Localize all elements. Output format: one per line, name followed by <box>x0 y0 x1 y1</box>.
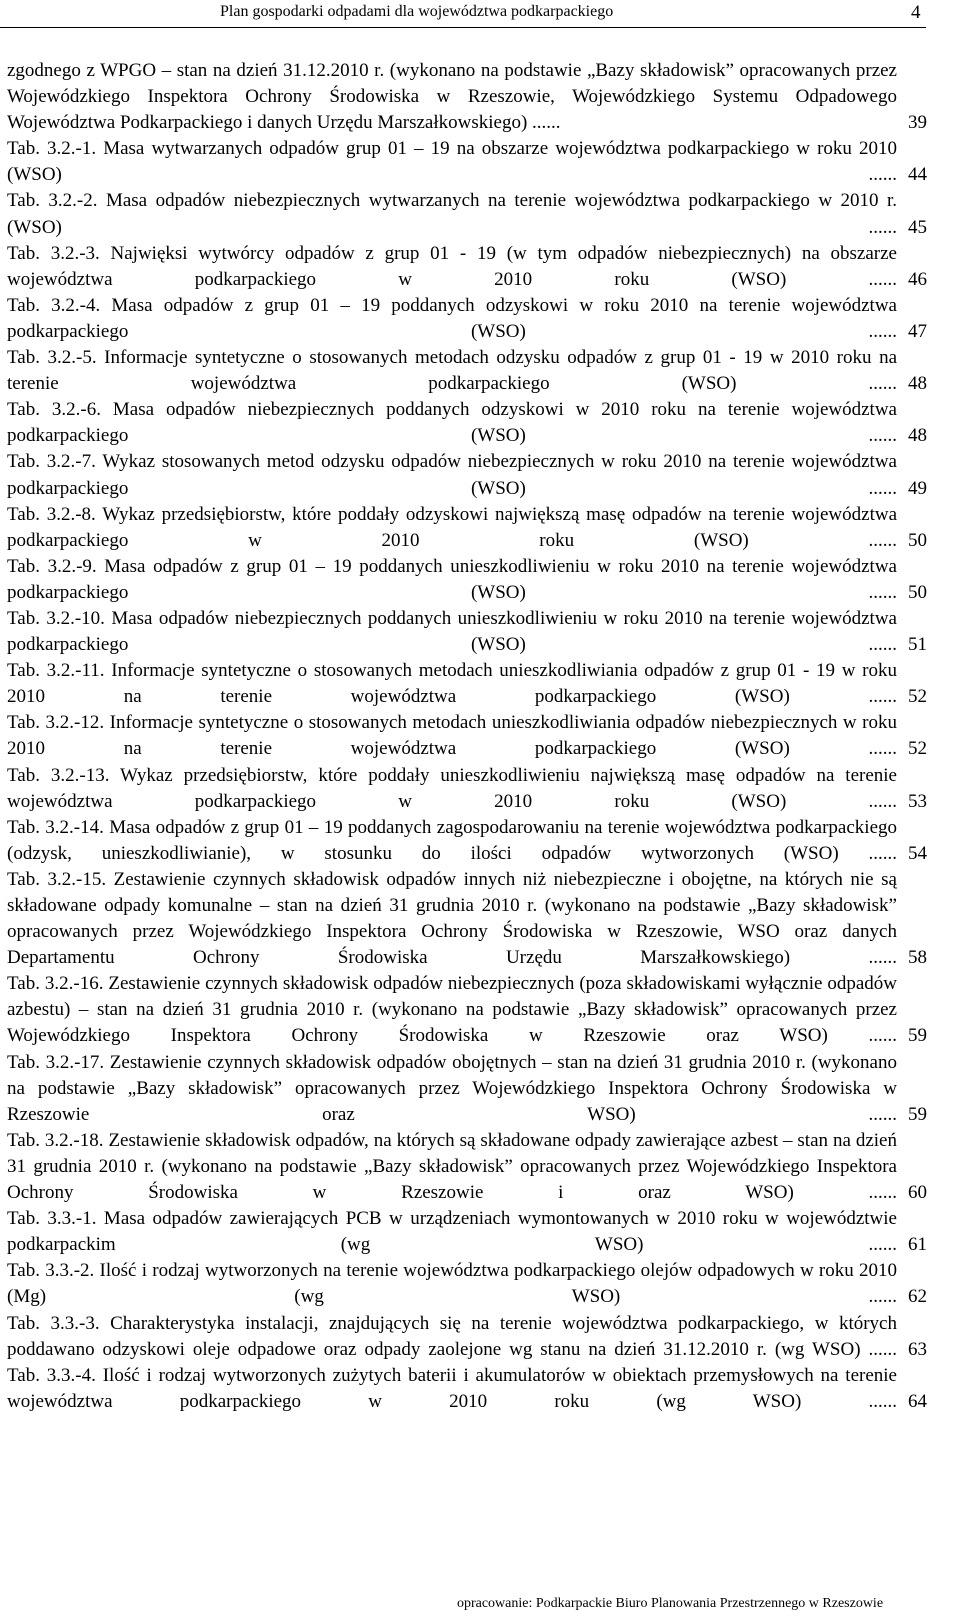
toc-entry-page: 45 <box>908 216 927 238</box>
toc-entry-text: Tab. 3.3.-2. Ilość i rodzaj wytworzonych na terenie województwa podkarpackiego olejów odpadowych w roku 2010 (Mg) (wg WSO) ...... <box>7 1260 897 1308</box>
toc-entry-text: Tab. 3.2.-12. Informacje syntetyczne o stosowanych metodach unieszkodliwiania odpadów niebezpiecznych w roku 2010 na terenie województwa podkarpackiego (WSO) ...... <box>7 712 897 760</box>
toc-entry-text: Tab. 3.2.-10. Masa odpadów niebezpiecznych poddanych unieszkodliwieniu w roku 2010 na terenie województwa podkarpackiego (WSO) ...... <box>7 607 897 656</box>
toc-entry-page: 54 <box>908 842 927 864</box>
toc-entry-page: 61 <box>908 1234 927 1256</box>
toc-entry-page: 52 <box>908 686 927 708</box>
toc-entry-page: 47 <box>908 320 927 342</box>
toc-entry-page: 53 <box>908 790 927 812</box>
header-divider <box>0 27 926 28</box>
toc-entry[interactable] <box>7 971 927 1049</box>
toc-entry[interactable] <box>7 1206 927 1258</box>
toc-entry-text: Tab. 3.2.-15. Zestawienie czynnych składowisk odpadów innych niż niebezpieczne i obojętne, na których nie są składowane odpady komunalne – stan na dzień 31 grudnia 2010 r. (wykonano na podstawie „Bazy składowisk” opracowanych przez Wojewódzkiego Inspektora Ochrony Środowiska w Rzeszowie, WSO oraz danych Departamentu Ochrony Środowiska Urzędu Marszałkowskiego) ...... <box>7 868 897 969</box>
toc-entry-text: Tab. 3.2.-4. Masa odpadów z grup 01 – 19 poddanych odzyskowi w roku 2010 na terenie województwa podkarpackiego (WSO) ...... <box>7 294 897 342</box>
toc-entry-page: 60 <box>908 1182 927 1204</box>
toc-entry-page: 48 <box>908 425 927 447</box>
toc-entry-page: 50 <box>908 581 927 603</box>
toc-entry[interactable] <box>7 554 927 606</box>
toc-entry[interactable] <box>7 1363 927 1415</box>
toc-entry-page: 58 <box>908 947 927 969</box>
toc-entry[interactable] <box>7 136 927 188</box>
footer-text: opracowanie: Podkarpackie Biuro Planowania Przestrzennego w Rzeszowie <box>456 1596 884 1611</box>
toc-entry-page: 51 <box>908 634 927 656</box>
toc-entry[interactable] <box>7 397 927 449</box>
toc-entry-text: Tab. 3.2.-5. Informacje syntetyczne o stosowanych metodach odzysku odpadów z grup 01 - 19 w 2010 roku na terenie województwa podkarpackiego (WSO) ...... <box>7 347 897 395</box>
toc-entry-text: Tab. 3.3.-3. Charakterystyka instalacji, znajdujących się na terenie województwa podkarpackiego, w których poddawano odzyskowi oleje odpadowe oraz odpady zaolejone wg stanu na dzień 31.12.2010 r. (wg WSO) ...... <box>7 1312 897 1360</box>
toc-entry-text: Tab. 3.2.-14. Masa odpadów z grup 01 – 19 poddanych zagospodarowaniu na terenie województwa podkarpackiego (odzysk, unieszkodliwianie), w stosunku do ilości odpadów wytworzonych (WSO) ...... <box>7 816 897 864</box>
toc-entry-page: 62 <box>908 1286 927 1308</box>
toc-entry-text: Tab. 3.2.-8. Wykaz przedsiębiorstw, które poddały odzyskowi największą masę odpadów na terenie województwa podkarpackiego w 2010 roku (WSO) ...... <box>7 503 897 551</box>
toc-entry-page: 59 <box>908 1025 927 1047</box>
toc-entry[interactable] <box>7 188 927 240</box>
toc-entry-text: Tab. 3.3.-1. Masa odpadów zawierających PCB w urządzeniach wymontowanych w 2010 roku w województwie podkarpackim (wg WSO) ...... <box>7 1208 897 1256</box>
toc-entry-text: Tab. 3.2.-3. Najwięksi wytwórcy odpadów z grup 01 - 19 (w tym odpadów niebezpiecznych) na obszarze województwa podkarpackiego w 2010 roku (WSO) ...... <box>7 242 897 290</box>
toc-entry-page: 52 <box>908 738 927 760</box>
toc-entry-text: zgodnego z WPGO – stan na dzień 31.12.2010 r. (wykonano na podstawie „Bazy składowisk” opracowanych przez Wojewódzkiego Inspektora Ochrony Środowiska w Rzeszowie, Wojewódzkiego Systemu Odpadowego Województwa Podkarpackiego i danych Urzędu Marszałkowskiego) ...... <box>7 60 897 134</box>
toc-entry-page: 46 <box>908 268 927 290</box>
page-header <box>0 0 960 40</box>
toc-entry[interactable] <box>7 1128 927 1206</box>
toc-entry-text: Tab. 3.2.-9. Masa odpadów z grup 01 – 19 poddanych unieszkodliwieniu w roku 2010 na terenie województwa podkarpackiego (WSO) ...... <box>7 555 897 603</box>
toc-entry-text: Tab. 3.2.-18. Zestawienie składowisk odpadów, na których są składowane odpady zawierające azbest – stan na dzień 31 grudnia 2010 r. (wykonano na podstawie „Bazy składowisk” opracowanych przez Wojewódzkiego Inspektora Ochrony Środowiska w Rzeszowie i oraz WSO) ...... <box>7 1129 897 1204</box>
toc-entry[interactable] <box>7 1258 927 1310</box>
toc-entry[interactable] <box>7 293 927 345</box>
page-footer <box>0 1596 960 1612</box>
toc-entry-text: Tab. 3.2.-11. Informacje syntetyczne o stosowanych metodach unieszkodliwiania odpadów z grup 01 - 19 w roku 2010 na terenie województwa podkarpackiego (WSO) ...... <box>7 660 897 708</box>
toc-entry-page: 59 <box>908 1103 927 1125</box>
toc-entry[interactable] <box>7 502 927 554</box>
toc-entry[interactable] <box>7 658 927 710</box>
toc-entry-page: 39 <box>908 112 927 134</box>
toc-entry[interactable] <box>7 58 927 136</box>
toc-entry[interactable] <box>7 1050 927 1128</box>
toc-entry-text: Tab. 3.2.-16. Zestawienie czynnych składowisk odpadów niebezpiecznych (poza składowiskami wyłącznie odpadów azbestu) – stan na dzień 31 grudnia 2010 r. (wykonano na podstawie „Bazy składowisk” opracowanych przez Wojewódzkiego Inspektora Ochrony Środowiska w Rzeszowie oraz WSO) ...... <box>7 973 897 1047</box>
toc-entry-page: 44 <box>908 164 927 186</box>
toc-entry[interactable] <box>7 606 927 658</box>
page-number: 4 <box>911 2 921 23</box>
document-title: Plan gospodarki odpadami dla województwa podkarpackiego <box>220 3 614 20</box>
toc-entry-text: Tab. 3.2.-2. Masa odpadów niebezpiecznych wytwarzanych na terenie województwa podkarpackiego w 2010 r. (WSO) ...... <box>7 190 897 238</box>
toc-entry-page: 49 <box>908 477 927 499</box>
toc-entry-text: Tab. 3.2.-13. Wykaz przedsiębiorstw, które poddały unieszkodliwieniu największą masę odpadów na terenie województwa podkarpackiego w 2010 roku (WSO) ...... <box>7 764 897 812</box>
toc-entry[interactable] <box>7 241 927 293</box>
toc-entry[interactable] <box>7 867 927 971</box>
toc-entry[interactable] <box>7 449 927 501</box>
toc-entry[interactable] <box>7 345 927 397</box>
toc-entry[interactable] <box>7 815 927 867</box>
toc-entry[interactable] <box>7 763 927 815</box>
toc-entry-text: Tab. 3.2.-1. Masa wytwarzanych odpadów grup 01 – 19 na obszarze województwa podkarpackiego w roku 2010 (WSO) ...... <box>7 138 897 186</box>
toc-entry-page: 50 <box>908 529 927 551</box>
toc-entry-text: Tab. 3.2.-7. Wykaz stosowanych metod odzysku odpadów niebezpiecznych w roku 2010 na terenie województwa podkarpackiego (WSO) ...... <box>7 451 897 499</box>
toc-entry[interactable] <box>7 710 927 762</box>
toc-entry[interactable] <box>7 1311 927 1363</box>
toc-entry-page: 63 <box>908 1338 927 1360</box>
toc-entry-text: Tab. 3.2.-17. Zestawienie czynnych składowisk odpadów obojętnych – stan na dzień 31 grudnia 2010 r. (wykonano na podstawie „Bazy składowisk” opracowanych przez Wojewódzkiego Inspektora Ochrony Środowiska w Rzeszowie oraz WSO) ...... <box>7 1051 897 1125</box>
toc-entry-page: 64 <box>908 1390 927 1412</box>
table-of-contents <box>7 58 927 1415</box>
toc-entry-text: Tab. 3.2.-6. Masa odpadów niebezpiecznych poddanych odzyskowi w 2010 roku na terenie województwa podkarpackiego (WSO) ...... <box>7 399 897 447</box>
toc-entry-text: Tab. 3.3.-4. Ilość i rodzaj wytworzonych zużytych baterii i akumulatorów w obiektach przemysłowych na terenie województwa podkarpackiego w 2010 roku (wg WSO) ...... <box>7 1364 897 1412</box>
toc-entry-page: 48 <box>908 373 927 395</box>
